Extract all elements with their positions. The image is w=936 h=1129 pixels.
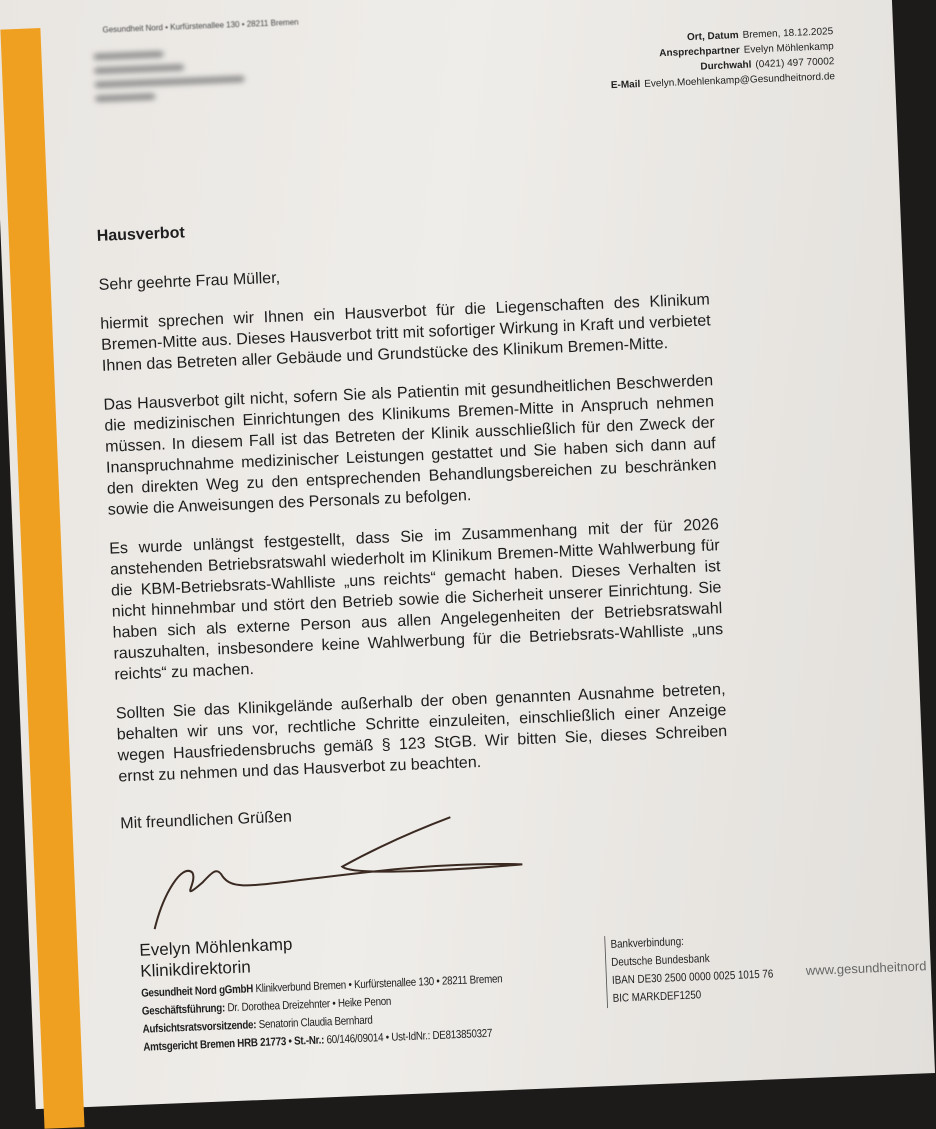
- meta-phone: Durchwahl (0421) 497 70002: [700, 56, 835, 73]
- recipient-address-blurred: [93, 40, 245, 110]
- meta-email: E-Mail Evelyn.Moehlenkamp@Gesundheitnord.de: [610, 71, 836, 92]
- paragraph: Es wurde unlängst festgestellt, dass Sie im Zusammenhang mit der für 2026 anstehenden Betriebsratswahl wiederholt im Klinikum Bremen-Mitte Wahlwerbung für die KBM-Betriebsrats-Wahlliste „uns reichts“ gemacht haben. Dieses Verhalten ist nicht hinnehmbar und stört den Betrieb sowie die Sicherheit unserer Einrichtung. Sie haben sich als externe Person aus allen Angelegenheiten der Betriebsratswahl rauszuhalten, insbesondere keine Wahlwerbung für die Betriebsrats-Wahlliste „uns reichts“ zu machen.: [108, 516, 724, 684]
- meta-date-value: Bremen, 18.12.2025: [742, 26, 834, 41]
- signer-title: Klinikdirektorin: [139, 957, 252, 981]
- paragraph: hiermit sprechen wir Ihnen ein Hausverbot für die Liegenschaften des Klinikum Bremen-Mitte aus. Dieses Hausverbot tritt mit sofortiger Wirkung in Kraft und verbietet Ihnen das Betreten aller Gebäude und Grundstücke des Klinikum Bremen-Mitte.: [99, 291, 712, 375]
- signer-block: [139, 934, 294, 982]
- footer-bank-info: Bankverbindung: Deutsche Bundesbank IBAN DE30 2500 0000 0025 1015 76 BIC MARKDEF1250: [604, 929, 774, 1008]
- salutation: Sehr geehrte Frau Müller,: [98, 269, 281, 294]
- signer-name: Evelyn Möhlenkamp: [139, 934, 293, 960]
- footer-company-info: Gesundheit Nord gGmbH Klinikverbund Bremen • Kurfürstenallee 130 • 28211 Bremen Geschäftsführung: Dr. Dorothea Dreizehnter • Heike Penon Aufsichtsratsvorsitzende: Senatorin Claudia Bernhard Amtsgericht Bremen HRB 21773 • St.-Nr.: 60/146/09014 • Ust-IdNr.: DE813850327: [140, 973, 503, 1054]
- website-link: www.gesundheitnord: [805, 958, 927, 979]
- paragraph: Das Hausverbot gilt nicht, sofern Sie als Patientin mit gesundheitlichen Beschwerden die medizinischen Einrichtungen des Klinikums Bremen-Mitte in Anspruch nehmen müssen. In diesem Fall ist das Betreten der Klinik ausschließlich für den Zweck der Inanspruchnahme medizinischer Leistungen gestattet und Sie haben sich dann auf den direkten Weg zu den entsprechenden Behandlungsbereichen zu beschränken sowie die Anweisungen des Personals zu befolgen.: [103, 372, 717, 519]
- letter-meta: [533, 24, 835, 96]
- paragraph: Sollten Sie das Klinikgelände außerhalb der oben genannten Ausnahme betreten, behalten wir uns vor, rechtliche Schritte einzuleiten, einschließlich einer Anzeige wegen Hausfriedensbruchs gemäß § 123 StGB. Wir bitten Sie, dieses Schreiben ernst zu nehmen und das Hausverbot zu beachten.: [115, 681, 728, 786]
- orange-margin-band: [0, 28, 84, 1129]
- meta-contact: Ansprechpartner Evelyn Möhlenkamp: [659, 41, 834, 60]
- sender-line: Gesundheit Nord • Kurfürstenallee 130 • 28211 Bremen: [102, 17, 299, 35]
- subject: Hausverbot: [96, 224, 186, 245]
- letter-body: [96, 201, 731, 852]
- meta-date-label: Ort, Datum: [686, 30, 739, 44]
- closing: Mit freundlichen Grüßen: [120, 808, 293, 833]
- handwritten-signature: [121, 819, 545, 936]
